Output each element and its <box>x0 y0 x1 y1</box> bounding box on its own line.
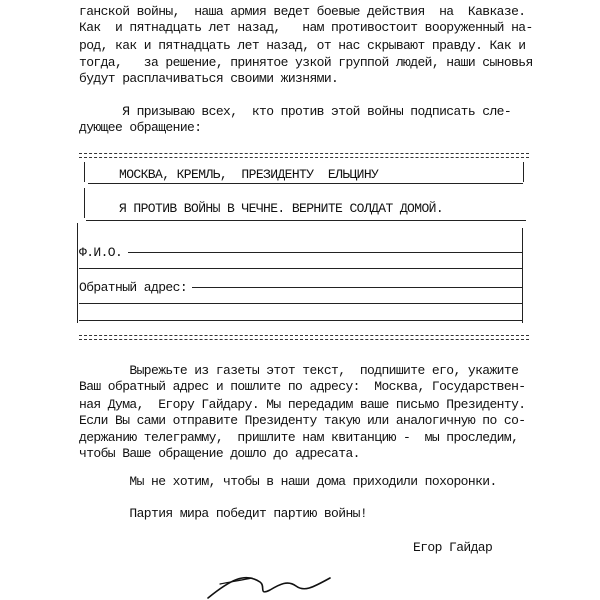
instructions-line: Если Вы сами отправите Президенту такую или аналогичную по со- <box>79 413 526 428</box>
body-text-line: Как и пятнадцать лет назад, нам противостоит вооруженный на- <box>79 20 533 35</box>
form-border-right <box>522 228 523 323</box>
form-rule <box>86 220 526 221</box>
cut-line-top <box>79 153 529 154</box>
signatory-name: Егор Гайдар <box>413 540 493 555</box>
form-address-line: МОСКВА, КРЕМЛЬ, ПРЕЗИДЕНТУ ЕЛЬЦИНУ <box>119 167 379 182</box>
name-field-line <box>128 252 523 253</box>
form-rule <box>79 303 523 304</box>
closing-line: Мы не хотим, чтобы в наши дома приходили похоронки. <box>79 474 497 489</box>
handwritten-signature <box>200 560 340 600</box>
name-field-label: Ф.И.О. <box>79 245 123 260</box>
form-rule <box>88 183 523 184</box>
form-demand-line: Я ПРОТИВ ВОЙНЫ В ЧЕЧНЕ. ВЕРНИТЕ СОЛДАТ ДОМОЙ. <box>119 201 444 216</box>
closing-line: Партия мира победит партию войны! <box>79 506 368 521</box>
body-text-line: род, как и пятнадцать лет назад, от нас скрывают правду. Как и <box>79 38 526 53</box>
form-border-left <box>84 162 85 182</box>
form-border-left <box>84 188 85 218</box>
appeal-intro-line: дующее обращение: <box>79 120 202 135</box>
form-border-right <box>523 162 524 182</box>
body-text-line: будут расплачиваться своими жизнями. <box>79 71 339 86</box>
form-rule <box>79 320 523 321</box>
return-address-line <box>192 287 523 288</box>
cut-line-top-inner <box>79 157 529 158</box>
body-text-line: тогда, за решение, принятое узкой группой людей, наши сыновья <box>79 55 533 70</box>
instructions-line: Ваш обратный адрес и пошлите по адресу: Москва, Государствен- <box>79 379 526 394</box>
form-rule <box>79 268 523 269</box>
cut-line-bottom-inner <box>79 339 529 340</box>
instructions-line: держанию телеграмму, пришлите нам квитанцию - мы проследим, <box>79 430 519 445</box>
cut-line-bottom <box>79 335 529 336</box>
body-text-line: ганской войны, наша армия ведет боевые действия на Кавказе. <box>79 4 526 19</box>
form-border-left <box>77 223 78 323</box>
return-address-label: Обратный адрес: <box>79 280 188 295</box>
instructions-line: Вырежьте из газеты этот текст, подпишите его, укажите <box>79 363 519 378</box>
appeal-intro-line: Я призываю всех, кто против этой войны подписать сле- <box>79 104 512 119</box>
instructions-line: ная Дума, Егору Гайдару. Мы передадим ваше письмо Президенту. <box>79 397 526 412</box>
instructions-line: чтобы Ваше обращение дошло до адресата. <box>79 446 360 461</box>
